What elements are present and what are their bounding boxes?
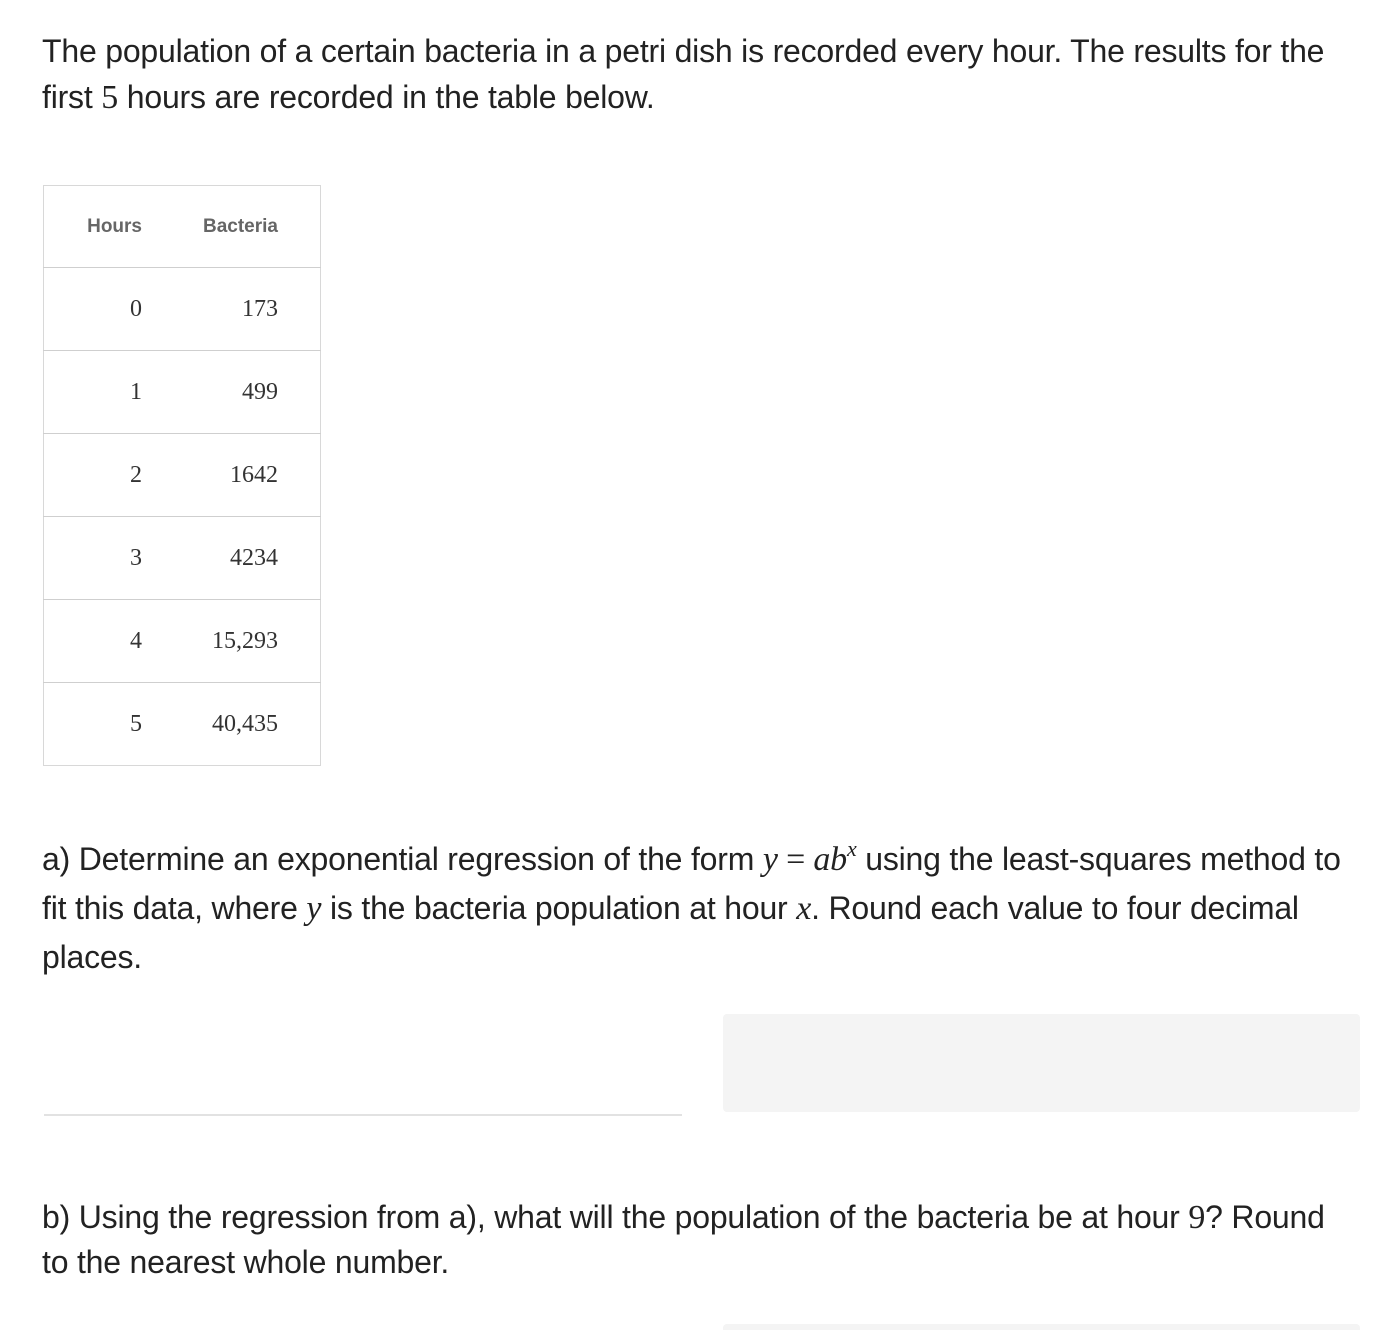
question-a-text-2: using the least-squares method to fit this data, where xyxy=(42,841,1341,926)
cell-bacteria: 499 xyxy=(184,351,321,434)
formula-exponent-x: x xyxy=(846,836,857,861)
table-row xyxy=(44,268,321,351)
cell-hours: 1 xyxy=(44,351,185,434)
formula-ab: ab xyxy=(813,841,847,878)
question-a xyxy=(42,835,1352,981)
question-b-text-1: b) Using the regression from a), what will the population of the bacteria be at hour xyxy=(42,1199,1189,1235)
intro-text-end: hours are recorded in the table below. xyxy=(118,79,655,115)
formula-equals: = xyxy=(777,841,814,878)
question-b xyxy=(42,1195,1352,1284)
cell-hours: 0 xyxy=(44,268,185,351)
cell-bacteria: 173 xyxy=(184,268,321,351)
question-b-text-2: ? Round to the nearest whole number. xyxy=(42,1199,1325,1280)
column-header-bacteria: Bacteria xyxy=(184,186,321,268)
intro-hours-count: 5 xyxy=(101,79,119,116)
question-a-text-1: a) Determine an exponential regression of the form xyxy=(42,841,763,877)
answer-a-input-box[interactable] xyxy=(723,1014,1360,1112)
table-row xyxy=(44,434,321,517)
intro-text-start: The population of a certain bacteria in a petri dish is recorded every hour. The results for the first xyxy=(42,33,1325,115)
column-header-hours: Hours xyxy=(44,186,185,268)
cell-bacteria: 4234 xyxy=(184,517,321,600)
answer-a-input-line[interactable] xyxy=(44,1114,682,1116)
cell-hours: 2 xyxy=(44,434,185,517)
cell-bacteria: 40,435 xyxy=(212,710,278,737)
formula-y: y xyxy=(762,841,778,878)
cell-hours: 4 xyxy=(44,600,185,683)
table-header-row xyxy=(44,186,321,268)
table-row xyxy=(44,517,321,600)
cell-bacteria: 15,293 xyxy=(184,600,321,683)
answer-b-input-box[interactable] xyxy=(723,1324,1360,1330)
bacteria-data-table xyxy=(43,185,321,766)
table-row xyxy=(44,600,321,683)
variable-x: x xyxy=(796,890,812,927)
variable-y: y xyxy=(306,890,322,927)
intro-paragraph xyxy=(42,28,1342,121)
cell-bacteria: 1642 xyxy=(184,434,321,517)
table-row xyxy=(44,351,321,434)
question-a-text-3: is the bacteria population at hour xyxy=(321,890,797,926)
cell-hours: 5 xyxy=(130,710,142,737)
hour-value: 9 xyxy=(1188,1199,1206,1236)
question-a-text-4: . Round each value to four decimal places. xyxy=(42,890,1299,975)
table-row xyxy=(44,683,321,766)
cell-hours: 3 xyxy=(44,517,185,600)
